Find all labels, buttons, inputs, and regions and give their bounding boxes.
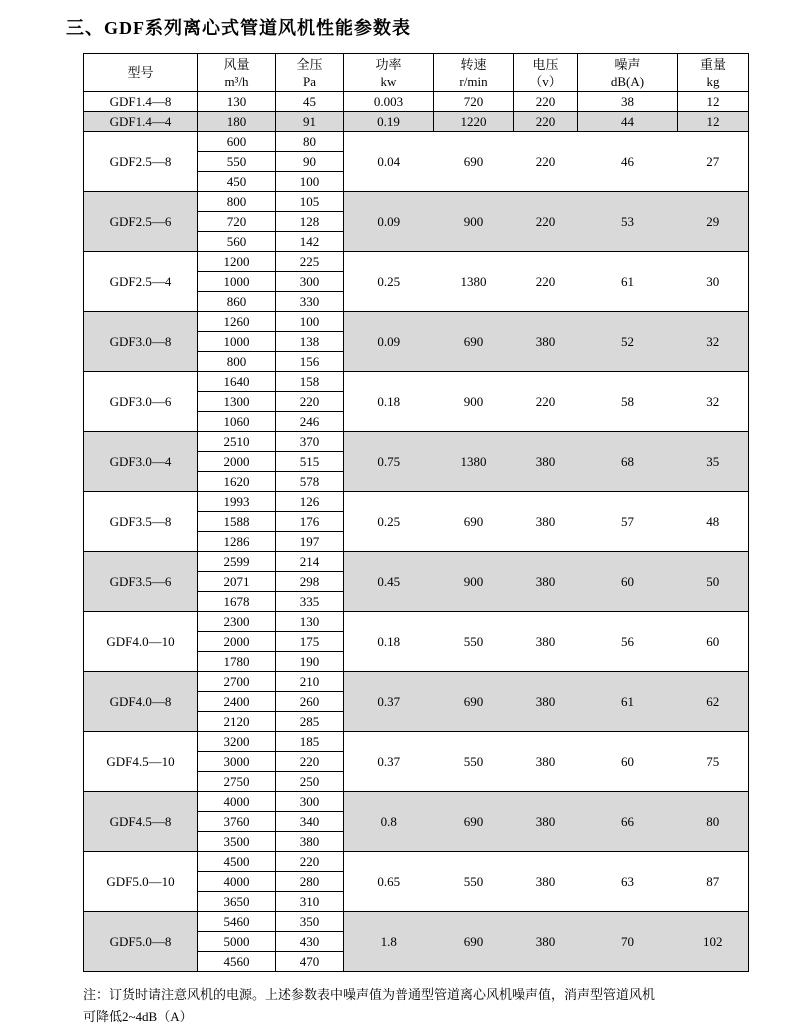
flow-cell: 860 [198, 292, 276, 312]
voltage-cell: 380 [514, 492, 578, 552]
column-header: 转速 r/min [434, 54, 514, 92]
model-cell: GDF5.0—8 [84, 912, 198, 972]
noise-cell: 60 [578, 732, 678, 792]
pressure-cell: 158 [276, 372, 344, 392]
pressure-cell: 220 [276, 752, 344, 772]
pressure-cell: 138 [276, 332, 344, 352]
flow-cell: 1620 [198, 472, 276, 492]
pressure-cell: 210 [276, 672, 344, 692]
table-row [84, 132, 749, 152]
speed-cell: 900 [434, 192, 514, 252]
weight-cell: 50 [678, 552, 749, 612]
pressure-cell: 330 [276, 292, 344, 312]
voltage-cell: 220 [514, 252, 578, 312]
flow-cell: 1300 [198, 392, 276, 412]
speed-cell: 690 [434, 912, 514, 972]
noise-cell: 61 [578, 252, 678, 312]
speed-cell: 690 [434, 492, 514, 552]
noise-cell: 61 [578, 672, 678, 732]
table-row [84, 252, 749, 272]
power-cell: 0.37 [344, 732, 434, 792]
column-header: 重量 kg [678, 54, 749, 92]
pressure-cell: 80 [276, 132, 344, 152]
weight-cell: 60 [678, 612, 749, 672]
pressure-cell: 515 [276, 452, 344, 472]
pressure-cell: 335 [276, 592, 344, 612]
flow-cell: 800 [198, 352, 276, 372]
voltage-cell: 220 [514, 132, 578, 192]
noise-cell: 56 [578, 612, 678, 672]
speed-cell: 900 [434, 372, 514, 432]
table-row [84, 912, 749, 932]
model-cell: GDF4.5—8 [84, 792, 198, 852]
flow-cell: 1286 [198, 532, 276, 552]
flow-cell: 2300 [198, 612, 276, 632]
voltage-cell: 220 [514, 192, 578, 252]
flow-cell: 2000 [198, 452, 276, 472]
pressure-cell: 310 [276, 892, 344, 912]
power-cell: 0.25 [344, 492, 434, 552]
pressure-cell: 300 [276, 272, 344, 292]
pressure-cell: 225 [276, 252, 344, 272]
pressure-cell: 246 [276, 412, 344, 432]
column-header: 型号 [84, 54, 198, 92]
flow-cell: 3500 [198, 832, 276, 852]
model-cell: GDF1.4—4 [84, 112, 198, 132]
flow-cell: 2400 [198, 692, 276, 712]
speed-cell: 550 [434, 852, 514, 912]
noise-cell: 57 [578, 492, 678, 552]
model-cell: GDF4.0—10 [84, 612, 198, 672]
weight-cell: 30 [678, 252, 749, 312]
pressure-cell: 142 [276, 232, 344, 252]
voltage-cell: 380 [514, 792, 578, 852]
pressure-cell: 214 [276, 552, 344, 572]
voltage-cell: 380 [514, 612, 578, 672]
flow-cell: 2700 [198, 672, 276, 692]
flow-cell: 2510 [198, 432, 276, 452]
pressure-cell: 220 [276, 392, 344, 412]
table-row [84, 112, 749, 132]
voltage-cell: 220 [514, 372, 578, 432]
speed-cell: 1380 [434, 252, 514, 312]
weight-cell: 12 [678, 112, 749, 132]
flow-cell: 1780 [198, 652, 276, 672]
pressure-cell: 185 [276, 732, 344, 752]
model-cell: GDF3.0—8 [84, 312, 198, 372]
flow-cell: 800 [198, 192, 276, 212]
speed-cell: 550 [434, 732, 514, 792]
footnote [83, 984, 748, 1028]
noise-cell: 60 [578, 552, 678, 612]
voltage-cell: 380 [514, 852, 578, 912]
noise-cell: 46 [578, 132, 678, 192]
table-row [84, 852, 749, 872]
model-cell: GDF3.0—4 [84, 432, 198, 492]
model-cell: GDF2.5—4 [84, 252, 198, 312]
model-cell: GDF4.0—8 [84, 672, 198, 732]
power-cell: 0.75 [344, 432, 434, 492]
pressure-cell: 280 [276, 872, 344, 892]
header-row [84, 54, 749, 92]
flow-cell: 5460 [198, 912, 276, 932]
speed-cell: 550 [434, 612, 514, 672]
weight-cell: 32 [678, 372, 749, 432]
speed-cell: 690 [434, 672, 514, 732]
pressure-cell: 105 [276, 192, 344, 212]
pressure-cell: 176 [276, 512, 344, 532]
flow-cell: 4000 [198, 792, 276, 812]
power-cell: 0.18 [344, 612, 434, 672]
weight-cell: 48 [678, 492, 749, 552]
pressure-cell: 91 [276, 112, 344, 132]
flow-cell: 2071 [198, 572, 276, 592]
power-cell: 0.09 [344, 312, 434, 372]
pressure-cell: 175 [276, 632, 344, 652]
speed-cell: 690 [434, 132, 514, 192]
flow-cell: 1588 [198, 512, 276, 532]
flow-cell: 1060 [198, 412, 276, 432]
document-page [0, 14, 800, 1028]
power-cell: 0.18 [344, 372, 434, 432]
weight-cell: 102 [678, 912, 749, 972]
noise-cell: 68 [578, 432, 678, 492]
performance-table [83, 53, 749, 972]
voltage-cell: 220 [514, 92, 578, 112]
pressure-cell: 128 [276, 212, 344, 232]
weight-cell: 29 [678, 192, 749, 252]
weight-cell: 80 [678, 792, 749, 852]
voltage-cell: 380 [514, 552, 578, 612]
power-cell: 0.19 [344, 112, 434, 132]
table-row [84, 612, 749, 632]
model-cell: GDF1.4—8 [84, 92, 198, 112]
flow-cell: 1000 [198, 332, 276, 352]
power-cell: 0.8 [344, 792, 434, 852]
pressure-cell: 250 [276, 772, 344, 792]
pressure-cell: 126 [276, 492, 344, 512]
weight-cell: 62 [678, 672, 749, 732]
pressure-cell: 260 [276, 692, 344, 712]
noise-cell: 58 [578, 372, 678, 432]
flow-cell: 3650 [198, 892, 276, 912]
model-cell: GDF2.5—6 [84, 192, 198, 252]
noise-cell: 63 [578, 852, 678, 912]
noise-cell: 38 [578, 92, 678, 112]
noise-cell: 70 [578, 912, 678, 972]
flow-cell: 180 [198, 112, 276, 132]
power-cell: 0.45 [344, 552, 434, 612]
table-row [84, 552, 749, 572]
table-row [84, 732, 749, 752]
footnote-line-2: 可降低2~4dB（A） [83, 1009, 193, 1024]
speed-cell: 900 [434, 552, 514, 612]
weight-cell: 12 [678, 92, 749, 112]
noise-cell: 66 [578, 792, 678, 852]
table-row [84, 432, 749, 452]
pressure-cell: 100 [276, 172, 344, 192]
pressure-cell: 220 [276, 852, 344, 872]
flow-cell: 3760 [198, 812, 276, 832]
speed-cell: 1380 [434, 432, 514, 492]
flow-cell: 2750 [198, 772, 276, 792]
pressure-cell: 100 [276, 312, 344, 332]
model-cell: GDF5.0—10 [84, 852, 198, 912]
flow-cell: 560 [198, 232, 276, 252]
footnote-line-1: 注：订货时请注意风机的电源。上述参数表中噪声值为普通型管道离心风机噪声值，消声型管道风机 [83, 987, 656, 1002]
weight-cell: 87 [678, 852, 749, 912]
model-cell: GDF3.5—8 [84, 492, 198, 552]
pressure-cell: 130 [276, 612, 344, 632]
column-header: 功率 kw [344, 54, 434, 92]
flow-cell: 550 [198, 152, 276, 172]
voltage-cell: 380 [514, 312, 578, 372]
flow-cell: 4560 [198, 952, 276, 972]
flow-cell: 600 [198, 132, 276, 152]
flow-cell: 450 [198, 172, 276, 192]
pressure-cell: 470 [276, 952, 344, 972]
weight-cell: 35 [678, 432, 749, 492]
flow-cell: 1640 [198, 372, 276, 392]
voltage-cell: 380 [514, 672, 578, 732]
speed-cell: 1220 [434, 112, 514, 132]
speed-cell: 720 [434, 92, 514, 112]
table-row [84, 92, 749, 112]
model-cell: GDF2.5—8 [84, 132, 198, 192]
pressure-cell: 370 [276, 432, 344, 452]
page-title: 三、GDF系列离心式管道风机性能参数表 [66, 18, 411, 38]
flow-cell: 2599 [198, 552, 276, 572]
power-cell: 0.25 [344, 252, 434, 312]
table-row [84, 792, 749, 812]
pressure-cell: 300 [276, 792, 344, 812]
power-cell: 1.8 [344, 912, 434, 972]
flow-cell: 130 [198, 92, 276, 112]
flow-cell: 720 [198, 212, 276, 232]
model-cell: GDF3.5—6 [84, 552, 198, 612]
pressure-cell: 578 [276, 472, 344, 492]
flow-cell: 2000 [198, 632, 276, 652]
weight-cell: 75 [678, 732, 749, 792]
column-header: 电压 （v） [514, 54, 578, 92]
speed-cell: 690 [434, 792, 514, 852]
power-cell: 0.65 [344, 852, 434, 912]
table-body [84, 92, 749, 972]
table-row [84, 192, 749, 212]
flow-cell: 2120 [198, 712, 276, 732]
noise-cell: 52 [578, 312, 678, 372]
pressure-cell: 380 [276, 832, 344, 852]
power-cell: 0.37 [344, 672, 434, 732]
pressure-cell: 350 [276, 912, 344, 932]
speed-cell: 690 [434, 312, 514, 372]
weight-cell: 27 [678, 132, 749, 192]
table-row [84, 372, 749, 392]
model-cell: GDF4.5—10 [84, 732, 198, 792]
flow-cell: 5000 [198, 932, 276, 952]
pressure-cell: 156 [276, 352, 344, 372]
noise-cell: 53 [578, 192, 678, 252]
power-cell: 0.04 [344, 132, 434, 192]
power-cell: 0.09 [344, 192, 434, 252]
table-row [84, 672, 749, 692]
flow-cell: 3000 [198, 752, 276, 772]
flow-cell: 1260 [198, 312, 276, 332]
flow-cell: 1000 [198, 272, 276, 292]
voltage-cell: 380 [514, 912, 578, 972]
voltage-cell: 380 [514, 432, 578, 492]
flow-cell: 3200 [198, 732, 276, 752]
table-row [84, 312, 749, 332]
flow-cell: 1993 [198, 492, 276, 512]
column-header: 全压 Pa [276, 54, 344, 92]
pressure-cell: 45 [276, 92, 344, 112]
voltage-cell: 220 [514, 112, 578, 132]
column-header: 噪声 dB(A) [578, 54, 678, 92]
pressure-cell: 298 [276, 572, 344, 592]
power-cell: 0.003 [344, 92, 434, 112]
pressure-cell: 430 [276, 932, 344, 952]
pressure-cell: 285 [276, 712, 344, 732]
table-header [84, 54, 749, 92]
pressure-cell: 197 [276, 532, 344, 552]
noise-cell: 44 [578, 112, 678, 132]
flow-cell: 1678 [198, 592, 276, 612]
voltage-cell: 380 [514, 732, 578, 792]
weight-cell: 32 [678, 312, 749, 372]
pressure-cell: 90 [276, 152, 344, 172]
flow-cell: 4000 [198, 872, 276, 892]
model-cell: GDF3.0—6 [84, 372, 198, 432]
flow-cell: 4500 [198, 852, 276, 872]
flow-cell: 1200 [198, 252, 276, 272]
table-row [84, 492, 749, 512]
pressure-cell: 340 [276, 812, 344, 832]
column-header: 风量 m³/h [198, 54, 276, 92]
pressure-cell: 190 [276, 652, 344, 672]
